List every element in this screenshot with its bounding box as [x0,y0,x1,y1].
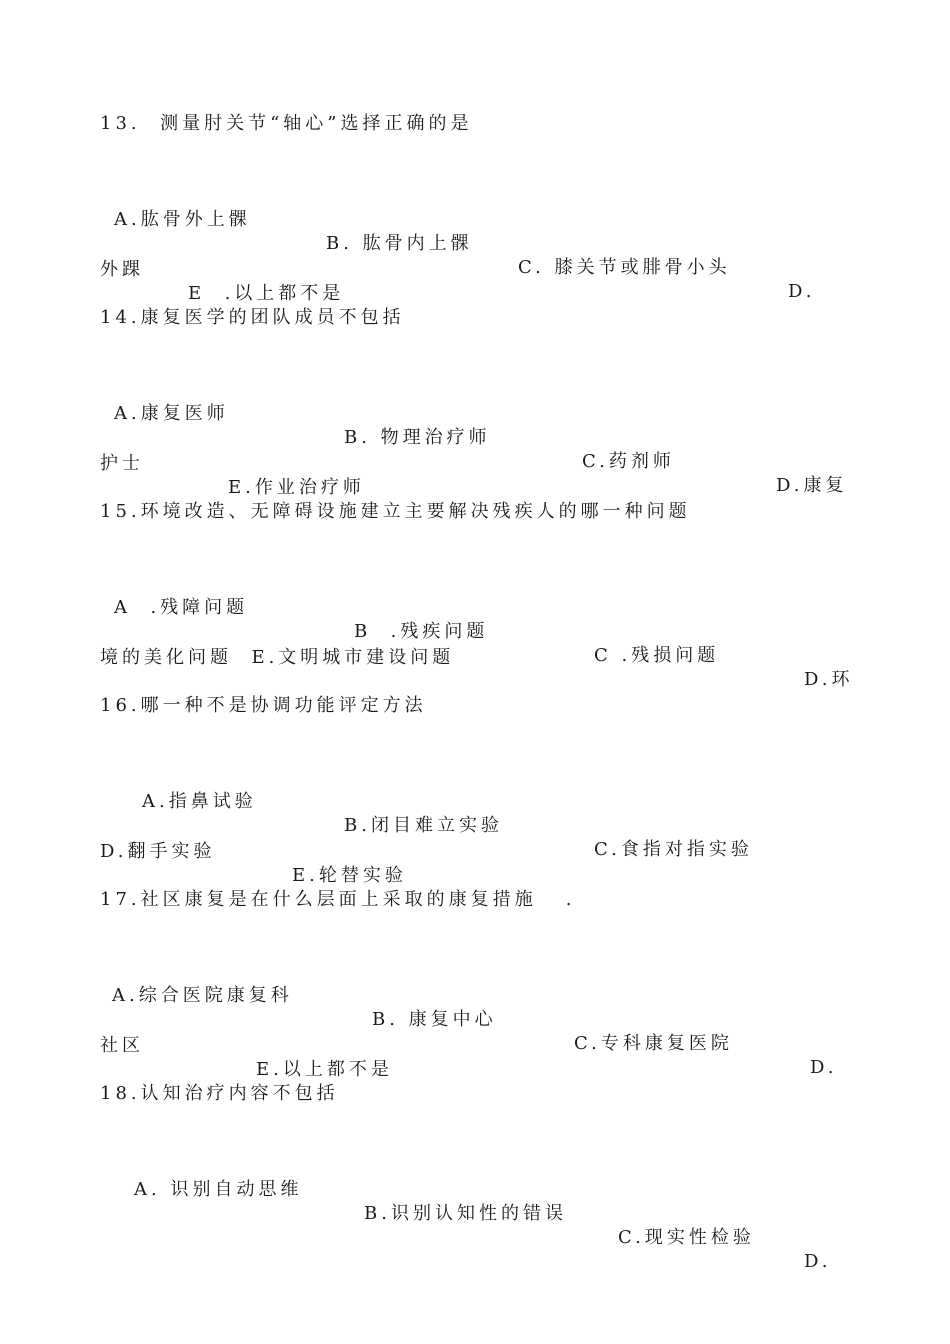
q16-option-c: C.食指对指实验 [594,839,753,860]
question-13-stem: 13. 测量肘关节“轴心”选择正确的是 [100,113,473,134]
q13-option-b: B. 肱骨内上髁 [326,233,473,254]
q14-option-e: E.作业治疗师 [228,477,365,498]
q13-option-d: D. [788,281,816,302]
q13-option-e: E .以上都不是 [188,283,345,304]
q17-option-d: D. [810,1057,838,1078]
q16-option-b: B.闭目难立实验 [344,815,503,836]
q15-option-c: C .残损问题 [594,645,720,666]
q13-option-d-text: 外踝 [100,259,144,280]
q14-option-c: C.药剂师 [582,451,675,472]
question-17-stem: 17.社区康复是在什么层面上采取的康复措施 . [100,889,576,910]
question-15-stem: 15.环境改造、无障碍设施建立主要解决残疾人的哪一种问题 [100,501,691,522]
q15-option-a: A .残障问题 [114,597,249,618]
q14-option-d: D.康复 [776,475,848,496]
question-14-stem: 14.康复医学的团队成员不包括 [100,307,405,328]
q16-option-e: E.轮替实验 [292,865,407,886]
q14-option-a: A.康复医师 [114,403,229,424]
question-18-stem: 18.认知治疗内容不包括 [100,1083,339,1104]
q16-option-a: A.指鼻试验 [142,791,257,812]
q18-option-b: B.识别认知性的错误 [364,1203,567,1224]
q13-option-c: C. 膝关节或腓骨小头 [518,257,731,278]
q17-option-e: E.以上都不是 [256,1059,393,1080]
q17-option-d-text: 社区 [100,1035,144,1056]
q15-option-d: D.环 [804,669,854,690]
question-16-stem: 16.哪一种不是协调功能评定方法 [100,695,427,716]
q17-option-c: C.专科康复医院 [574,1033,733,1054]
q18-option-d: D. [804,1251,832,1272]
q15-option-d-e-text: 境的美化问题 E.文明城市建设问题 [100,647,455,668]
q14-option-d-text: 护士 [100,453,144,474]
q14-option-b: B. 物理治疗师 [344,427,491,448]
q15-option-b: B .残疾问题 [354,621,489,642]
question-18-options-row-1 [0,1154,950,1272]
q17-option-b: B. 康复中心 [372,1009,497,1030]
q16-option-d: D.翻手实验 [100,841,216,862]
q18-option-c: C.现实性检验 [618,1227,755,1248]
q13-option-a: A.肱骨外上髁 [114,209,251,230]
q18-option-a: A. 识别自动思维 [134,1179,303,1200]
q17-option-a: A.综合医院康复科 [112,985,293,1006]
